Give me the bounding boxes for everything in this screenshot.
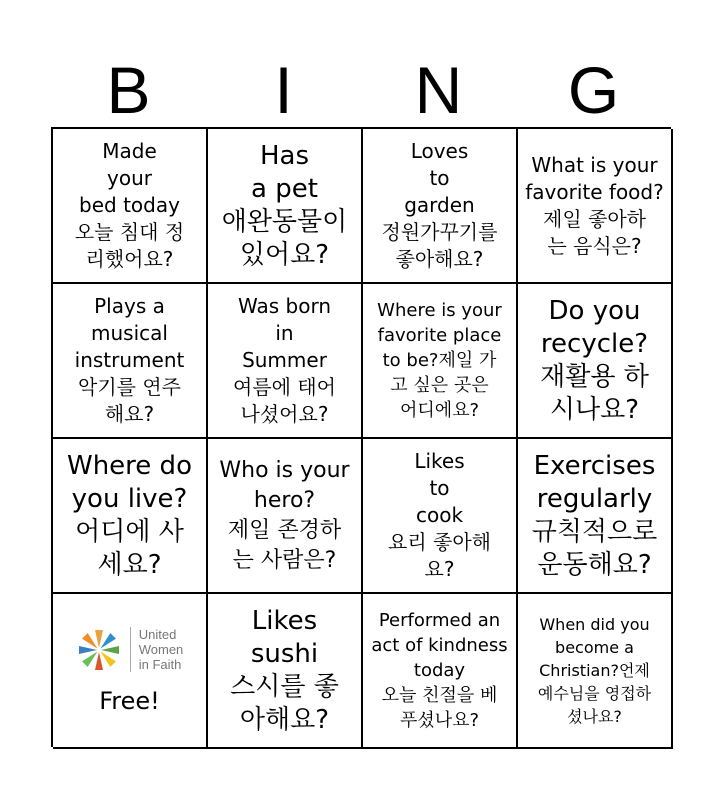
- flame-logo-icon: [76, 627, 122, 673]
- bingo-cell[interactable]: [53, 129, 208, 284]
- bingo-cell[interactable]: [363, 439, 518, 594]
- cell-text: When did you become a Christian?언제 예수님을 영접하 셨나요?: [537, 615, 652, 726]
- cell-text: Likes to cook 요리 좋아해 요?: [388, 449, 491, 581]
- cell-text: Exercises regularly 규칙적으로 운동해요?: [531, 450, 658, 580]
- cell-text: Plays a musical instrument 악기를 연주 해요?: [74, 294, 185, 426]
- cell-text: Made your bed today 오늘 침대 정 리했어요?: [74, 139, 185, 271]
- bingo-cell[interactable]: [518, 129, 673, 284]
- bingo-cell[interactable]: [208, 594, 363, 749]
- bingo-cell[interactable]: [208, 284, 363, 439]
- cell-text: What is your favorite food? 제일 좋아하 는 음식은?: [525, 152, 664, 258]
- cell-text: Loves to garden 정원가꾸기를 좋아해요?: [381, 139, 498, 271]
- bingo-cell[interactable]: [53, 439, 208, 594]
- free-label: Free!: [99, 686, 160, 715]
- cell-text: Performed an act of kindness today 오늘 친절을 베 푸셨나요?: [371, 610, 508, 731]
- bingo-cell[interactable]: [518, 439, 673, 594]
- header-letter-b: B: [106, 53, 151, 127]
- bingo-header: [51, 52, 671, 128]
- bingo-cell[interactable]: [518, 594, 673, 749]
- logo-text: United Women in Faith: [130, 627, 184, 672]
- cell-text: Likes sushi 스시를 좋 아해요?: [230, 605, 339, 735]
- bingo-cell[interactable]: [518, 284, 673, 439]
- header-letter-i: I: [274, 53, 293, 127]
- cell-text: Do you recycle? 재활용 하 시나요?: [540, 295, 649, 425]
- bingo-cell[interactable]: [363, 129, 518, 284]
- bingo-cell[interactable]: [363, 594, 518, 749]
- bingo-cell[interactable]: [208, 129, 363, 284]
- bingo-cell[interactable]: [363, 284, 518, 439]
- header-letter-g: G: [567, 53, 620, 127]
- header-letter-n: N: [414, 53, 463, 127]
- bingo-cell[interactable]: [208, 439, 363, 594]
- bingo-card: [51, 127, 671, 747]
- united-women-in-faith-logo: [76, 627, 184, 673]
- bingo-cell[interactable]: [53, 284, 208, 439]
- cell-text: Who is your hero? 제일 존경하 는 사람은?: [219, 457, 350, 573]
- cell-text: Has a pet 애완동물이 있어요?: [221, 140, 348, 270]
- cell-text: Was born in Summer 여름에 태어 나셨어요?: [233, 294, 336, 426]
- cell-text: Where do you live? 어디에 사 세요?: [67, 450, 192, 580]
- free-cell[interactable]: [53, 594, 208, 749]
- cell-text: Where is your favorite place to be?제일 가 고 싶은 곳은 어디에요?: [377, 300, 502, 421]
